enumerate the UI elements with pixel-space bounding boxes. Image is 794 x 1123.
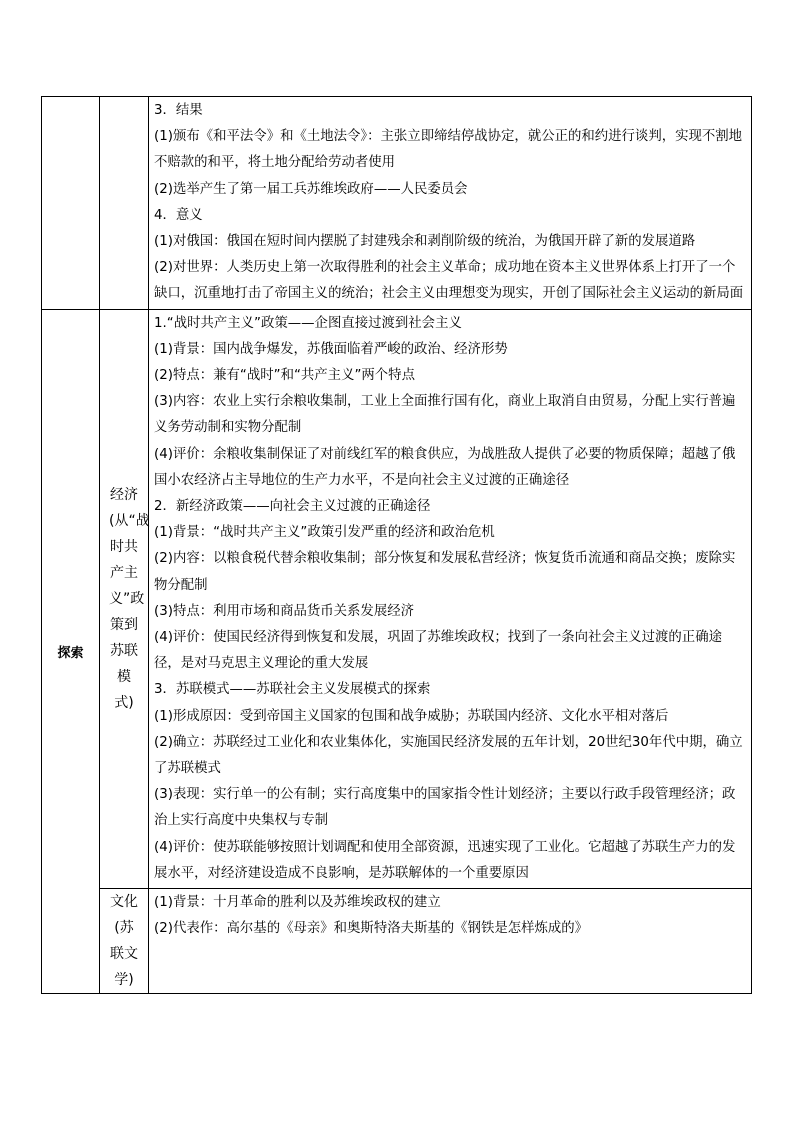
subcategory-label-culture: [100, 889, 149, 994]
subcategory-label-economy: [100, 309, 149, 888]
content-cell-result: [149, 97, 752, 310]
significance-item-1: (1)对俄国：俄国在短时间内摆脱了封建残余和剥削阶级的统治，为俄国开辟了新的发展道路: [154, 234, 696, 250]
content-table: [41, 96, 752, 994]
category-label-explore: 探索: [42, 309, 100, 993]
category-cell-empty: [42, 97, 100, 310]
heading-soviet-model: 3．苏联模式——苏联社会主义发展模式的探索: [154, 682, 431, 698]
result-item-1: (1)颁布《和平法令》和《土地法令》：主张立即缔结停战协定，就公正的和约进行谈判，实现不割地不赔款的和平，将土地分配给劳动者使用: [154, 129, 743, 171]
culture-label-text: 文化(苏联文学): [110, 894, 138, 989]
war-communism-evaluation: (4)评价：余粮收集制保证了对前线红军的粮食供应，为战胜敌人提供了必要的物质保障；超越了俄国小农经济占主导地位的生产力水平，不是向社会主义过渡的正确途径: [154, 446, 736, 488]
nep-evaluation: (4)评价：使国民经济得到恢复和发展，巩固了苏维埃政权；找到了一条向社会主义过渡的正确途径，是对马克思主义理论的重大发展: [154, 630, 722, 672]
heading-result: 3．结果: [154, 103, 203, 118]
heading-war-communism: 1.“战时共产主义”政策——企图直接过渡到社会主义: [154, 315, 462, 331]
war-communism-background: (1)背景：国内战争爆发，苏俄面临着严峻的政治、经济形势: [154, 341, 508, 357]
content-cell-economy: [149, 309, 752, 888]
nep-content: (2)内容：以粮食税代替余粮收集制；部分恢复和发展私营经济；恢复货币流通和商品交换；废除实物分配制: [154, 551, 736, 593]
economy-label-text: 经济(从“战时共产主义”政策到苏联模式): [109, 486, 150, 711]
culture-representative-works: (2)代表作：高尔基的《母亲》和奥斯特洛夫斯基的《钢铁是怎样炼成的》: [154, 921, 589, 937]
soviet-model-establishment: (2)确立：苏联经过工业化和农业集体化，实施国民经济发展的五年计划，20世纪30年代中期，确立了苏联模式: [154, 734, 743, 777]
table-row-culture: [42, 889, 752, 994]
subcategory-cell-empty: [100, 97, 149, 310]
soviet-model-manifestation: (3)表现：实行单一的公有制；实行高度集中的国家指令性计划经济；主要以行政手段管理经济；政治上实行高度中央集权与专制: [154, 787, 736, 829]
heading-nep: 2．新经济政策——向社会主义过渡的正确途径: [154, 499, 431, 515]
significance-item-2: (2)对世界：人类历史上第一次取得胜利的社会主义革命；成功地在资本主义世界体系上打开了一个缺口，沉重地打击了帝国主义的统治；社会主义由理想变为现实，开创了国际社会主义运动的新局面: [154, 260, 744, 302]
soviet-model-evaluation: (4)评价：使苏联能够按照计划调配和使用全部资源，迅速实现了工业化。它超越了苏联生产力的发展水平，对经济建设造成不良影响，是苏联解体的一个重要原因: [154, 839, 736, 881]
war-communism-content: (3)内容：农业上实行余粮收集制，工业上全面推行国有化，商业上取消自由贸易，分配上实行普遍义务劳动制和实物分配制: [154, 394, 736, 436]
result-item-2: (2)选举产生了第一届工兵苏维埃政府——人民委员会: [154, 181, 468, 197]
culture-background: (1)背景：十月革命的胜利以及苏维埃政权的建立: [154, 895, 441, 911]
heading-significance: 4．意义: [154, 207, 203, 223]
soviet-model-causes: (1)形成原因：受到帝国主义国家的包围和战争威胁；苏联国内经济、文化水平相对落后: [154, 708, 669, 724]
table-row-result: [42, 97, 752, 310]
nep-background: (1)背景：“战时共产主义”政策引发严重的经济和政治危机: [154, 525, 495, 541]
war-communism-features: (2)特点：兼有“战时”和“共产主义”两个特点: [154, 368, 415, 384]
table-row-economy: [42, 309, 752, 888]
nep-features: (3)特点：利用市场和商品货币关系发展经济: [154, 603, 414, 619]
content-cell-culture: [149, 889, 752, 994]
